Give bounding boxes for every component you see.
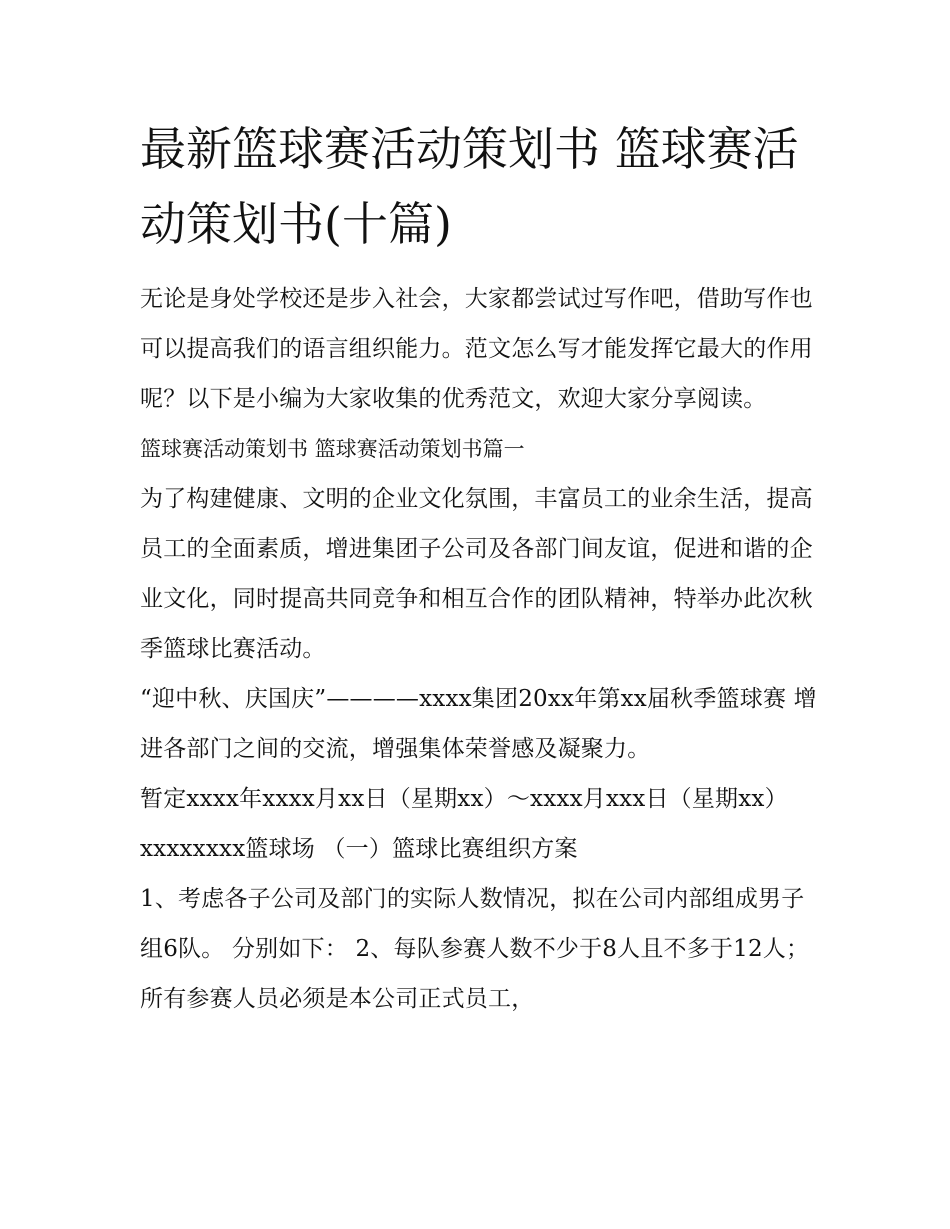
body-paragraph: 为了构建健康、文明的企业文化氛围，丰富员工的业余生活，提高员工的全面素质，增进集团子公司及各部门间友谊，促进和谐的企业文化，同时提高共同竞争和相互合作的团队精神，特举办此次秋季篮球比赛活动。	[140, 486, 813, 662]
intro-paragraph: 无论是身处学校还是步入社会，大家都尝试过写作吧，借助写作也可以提高我们的语言组织能力。范文怎么写才能发挥它最大的作用呢？以下是小编为大家收集的优秀范文，欢迎大家分享阅读。	[140, 286, 813, 412]
body-paragraph: “迎中秋、庆国庆”————xxxx集团20xx年第xx届秋季篮球赛 增进各部门之间的交流，增强集体荣誉感及凝聚力。	[140, 686, 817, 762]
body-paragraph: 1、考虑各子公司及部门的实际人数情况，拟在公司内部组成男子组6队。 分别如下： 2、每队参赛人数不少于8人且不多于12人；所有参赛人员必须是本公司正式员工，	[140, 886, 810, 1012]
body-paragraph: 暂定xxxx年xxxx月xx日（星期xx）～xxxx月xxx日（星期xx） xxxxxxxx篮球场 （一）篮球比赛组织方案	[140, 786, 788, 862]
document-page	[140, 112, 820, 1024]
document-title: 最新篮球赛活动策划书 篮球赛活动策划书(十篇)	[140, 122, 799, 251]
section-heading: 篮球赛活动策划书 篮球赛活动策划书篇一	[140, 437, 525, 461]
